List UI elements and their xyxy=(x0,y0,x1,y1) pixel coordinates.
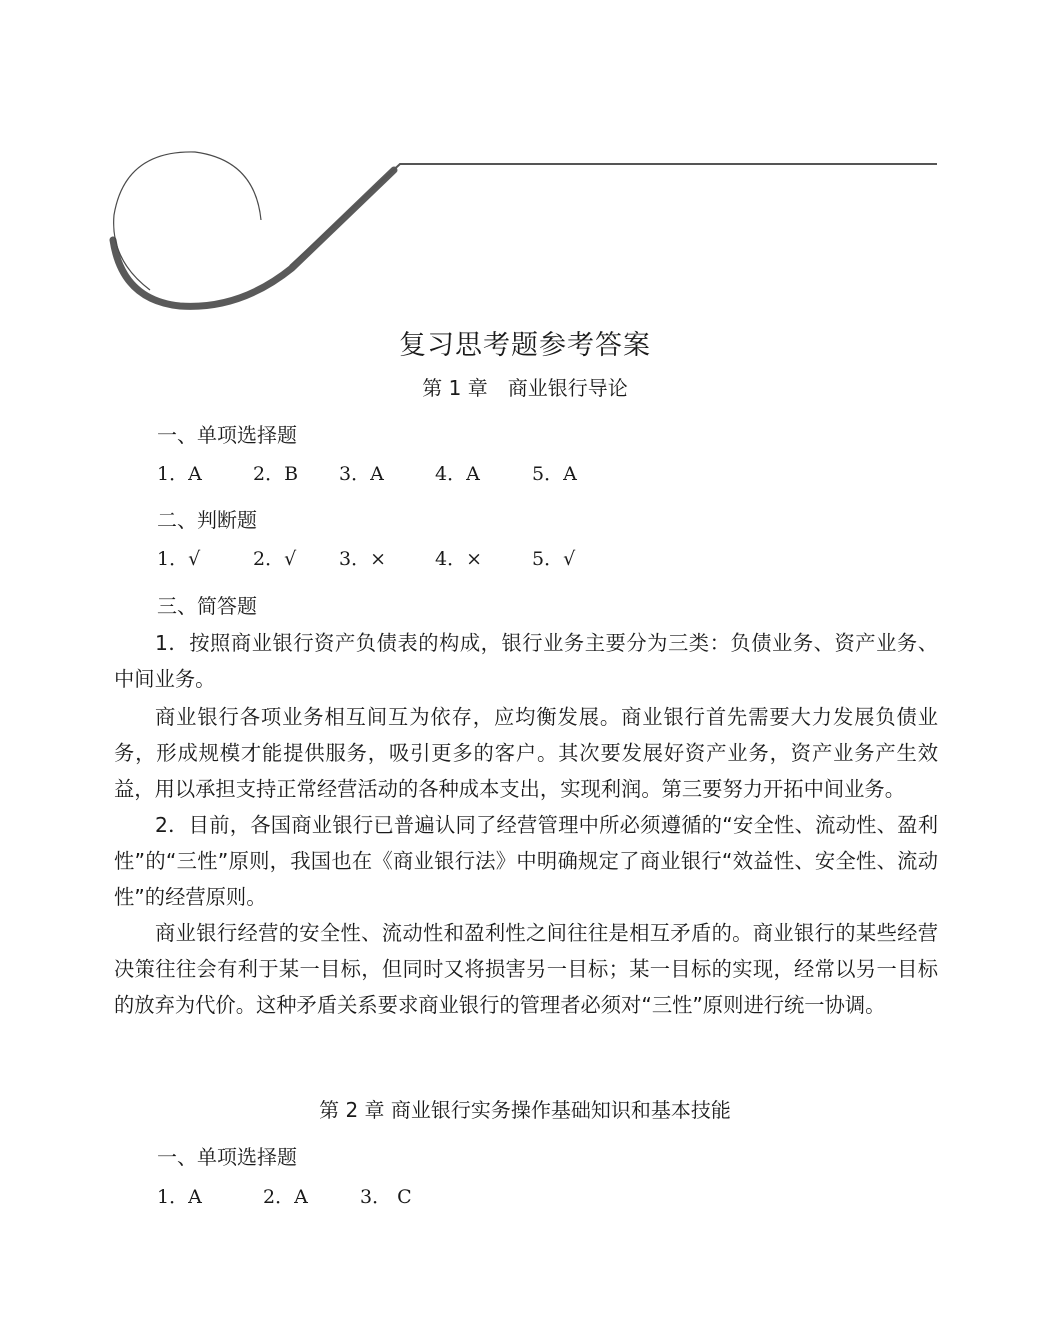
swoosh-thin-arc xyxy=(114,152,261,290)
answer-item: 3．A xyxy=(339,463,384,485)
answer-item: 1．A xyxy=(157,463,202,485)
answer-item: 4．× xyxy=(435,548,483,570)
answer-item: 1．√ xyxy=(157,548,201,570)
answer-item: 2．A xyxy=(263,1186,308,1208)
answer-item: 1．A xyxy=(157,1186,202,1208)
chapter-1-title: 第 1 章 商业银行导论 xyxy=(422,376,628,400)
answer-paragraph-1: 1．按照商业银行资产负债表的构成，银行业务主要分为三类：负债业务、资产业务、中间业务。 xyxy=(114,631,938,691)
ch1-true-false-heading: 二、判断题 xyxy=(157,508,257,532)
document-title: 复习思考题参考答案 xyxy=(399,330,651,361)
answer-paragraph-2: 商业银行各项业务相互间互为依存，应均衡发展。商业银行首先需要大力发展负债业务，形成规模才能提供服务，吸引更多的客户。其次要发展好资产业务，资产业务产生效益，用以承担支持正常经营活动的各种成本支出，实现利润。第三要努力开拓中间业务。 xyxy=(114,705,938,801)
chapter-2-title: 第 2 章 商业银行实务操作基础知识和基本技能 xyxy=(319,1098,731,1122)
answer-paragraph-4: 商业银行经营的安全性、流动性和盈利性之间往往是相互矛盾的。商业银行的某些经营决策往往会有利于某一目标，但同时又将损害另一目标；某一目标的实现，经常以另一目标的放弃为代价。这种矛盾关系要求商业银行的管理者必须对“三性”原则进行统一协调。 xyxy=(114,921,938,1017)
answer-item: 5．√ xyxy=(532,548,576,570)
ch2-single-choice-heading: 一、单项选择题 xyxy=(157,1145,297,1169)
answer-item: 3． C xyxy=(360,1186,412,1208)
answer-item: 2．√ xyxy=(253,548,297,570)
header-swoosh-decoration xyxy=(0,0,1050,330)
answer-paragraph-3: 2．目前，各国商业银行已普遍认同了经营管理中所必须遵循的“安全性、流动性、盈利性”的“三性”原则，我国也在《商业银行法》中明确规定了商业银行“效益性、安全性、流动性”的经营原则。 xyxy=(114,813,938,909)
answer-item: 2．B xyxy=(253,463,299,485)
answer-item: 4．A xyxy=(435,463,480,485)
answer-item: 3．× xyxy=(339,548,387,570)
ch1-single-choice-heading: 一、单项选择题 xyxy=(157,423,297,447)
answer-item: 5．A xyxy=(532,463,577,485)
ch1-short-answer-heading: 三、简答题 xyxy=(157,594,257,618)
